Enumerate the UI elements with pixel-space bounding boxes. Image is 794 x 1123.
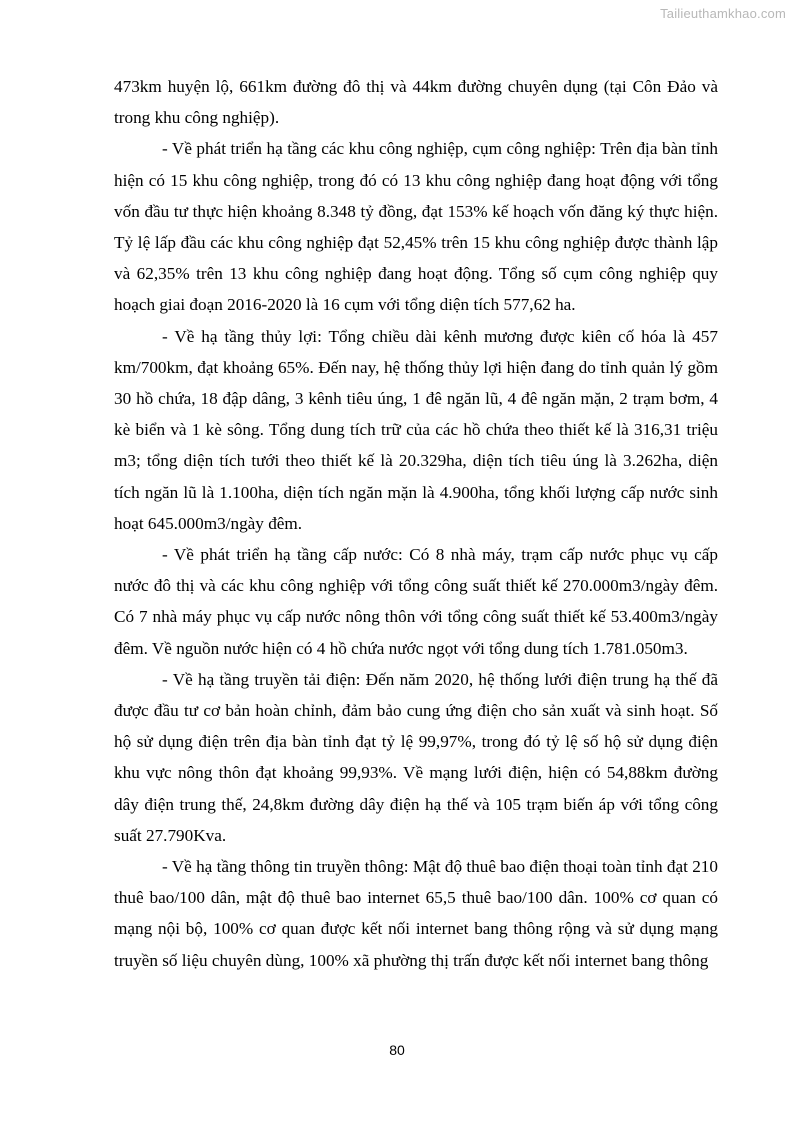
paragraph-industrial-zones: - Về phát triển hạ tầng các khu công nghiệp, cụm công nghiệp: Trên địa bàn tỉnh hiện có 15 khu công nghiệp, trong đó có 13 khu công nghiệp đang hoạt động với tổng vốn đầu tư thực hiện khoảng 8.348 tỷ đồng, đạt 153% kế hoạch vốn đăng ký thực hiện. Tỷ lệ lấp đầu các khu công nghiệp đạt 52,45% trên 15 khu công nghiệp được thành lập và 62,35% trên 13 khu công nghiệp đang hoạt động. Tổng số cụm công nghiệp quy hoạch giai đoạn 2016-2020 là 16 cụm với tổng diện tích 577,62 ha.: [114, 139, 718, 315]
paragraph-irrigation: - Về hạ tầng thủy lợi: Tổng chiều dài kênh mương được kiên cố hóa là 457 km/700km, đạt khoảng 65%. Đến nay, hệ thống thủy lợi hiện đang do tỉnh quản lý gồm 30 hồ chứa, 18 đập dâng, 3 kênh tiêu úng, 1 đê ngăn lũ, 4 đê ngăn mặn, 2 trạm bơm, 4 kè biển và 1 kè sông. Tổng dung tích trữ của các hồ chứa theo thiết kế là 316,31 triệu m3; tổng diện tích tưới theo thiết kế là 20.329ha, diện tích tiêu úng là 3.262ha, diện tích ngăn lũ là 1.100ha, diện tích ngăn mặn là 4.900ha, tổng khối lượng cấp nước sinh hoạt 645.000m3/ngày đêm.: [114, 326, 718, 533]
paragraph-telecommunications: - Về hạ tầng thông tin truyền thông: Mật độ thuê bao điện thoại toàn tỉnh đạt 210 thuê bao/100 dân, mật độ thuê bao internet 65,5 thuê bao/100 dân. 100% cơ quan có mạng nội bộ, 100% cơ quan được kết nối internet bang thông rộng và sử dụng mạng truyền số liệu chuyên dùng, 100% xã phường thị trấn được kết nối internet bang thông: [114, 857, 718, 970]
document-body: [114, 71, 718, 976]
watermark: Tailieuthamkhao.com: [660, 6, 786, 21]
paragraph-roads-continued: 473km huyện lộ, 661km đường đô thị và 44km đường chuyên dụng (tại Côn Đảo và trong khu công nghiệp).: [114, 77, 718, 128]
paragraph-water-supply: - Về phát triển hạ tầng cấp nước: Có 8 nhà máy, trạm cấp nước phục vụ cấp nước đô thị và các khu công nghiệp với tổng công suất thiết kế 270.000m3/ngày đêm. Có 7 nhà máy phục vụ cấp nước nông thôn với tổng công suất thiết kế 53.400m3/ngày đêm. Về nguồn nước hiện có 4 hồ chứa nước ngọt với tổng dung tích 1.781.050m3.: [114, 545, 718, 658]
page-number: 80: [389, 1042, 405, 1058]
paragraph-power-grid: - Về hạ tầng truyền tải điện: Đến năm 2020, hệ thống lưới điện trung hạ thế đã được đầu tư cơ bản hoàn chỉnh, đảm bảo cung ứng điện cho sản xuất và sinh hoạt. Số hộ sử dụng điện trên địa bàn tỉnh đạt tỷ lệ 99,97%, trong đó tỷ lệ số hộ sử dụng điện khu vực nông thôn đạt khoảng 99,93%. Về mạng lưới điện, hiện có 54,88km đường dây điện trung thế, 24,8km đường dây điện hạ thế và 105 trạm biến áp với tổng công suất 27.790Kva.: [114, 669, 718, 845]
